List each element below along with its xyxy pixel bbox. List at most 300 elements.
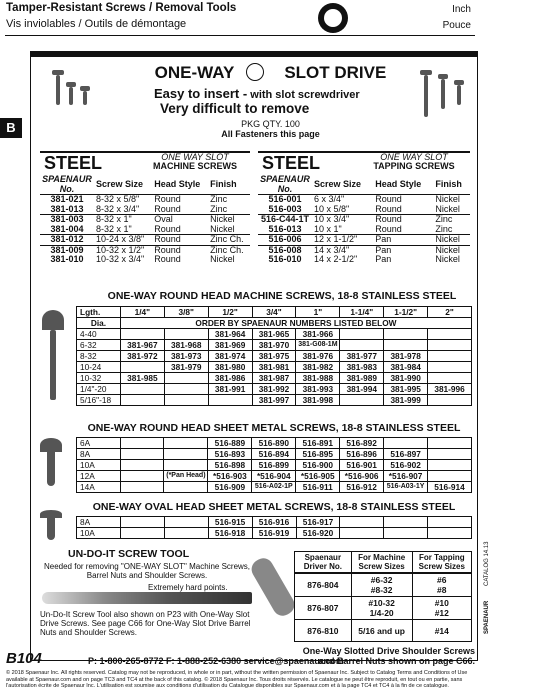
one-way-slot-icon [246, 63, 264, 81]
part-number: 381-991 [208, 384, 252, 395]
machine-subheading [140, 153, 250, 171]
table-row [77, 351, 472, 362]
size-cell: 6A [77, 438, 121, 449]
column-header: For Tapping Screw Sizes [412, 552, 471, 574]
steel-tapping-heading: STEEL [262, 153, 321, 173]
part-number: *516-905 [296, 471, 340, 482]
part-number: 516-897 [384, 449, 428, 460]
column-header: Head Style [152, 175, 208, 195]
part-number: 516-920 [296, 528, 340, 539]
machine-sub1: ONE WAY SLOT [161, 152, 229, 162]
part-number: 516-898 [208, 460, 252, 471]
column-header: Head Style [373, 175, 433, 195]
part-number: 381-004 [50, 223, 84, 234]
part-number: 516-A02-1P [252, 482, 296, 493]
part-number [164, 528, 208, 539]
oval-screw-grid [76, 516, 472, 539]
part-number: 381-996 [428, 384, 472, 395]
table-cell: Zinc Ch. [208, 235, 250, 246]
part-number: 516-894 [252, 449, 296, 460]
column-header: SPAENAUR No. [258, 175, 312, 195]
table-cell: 10-32 x 1/2" [94, 245, 152, 255]
table-row [77, 471, 472, 482]
table-cell: Pan [373, 235, 433, 246]
pkg-qty: PKG QTY. 100 [241, 119, 300, 129]
size-cell: #10 #12 [412, 597, 471, 620]
table-cell: Nickel [433, 245, 470, 255]
length-header: 2" [428, 307, 472, 318]
unit-pouce: Pouce [442, 20, 471, 31]
table-cell: Zinc [210, 203, 228, 214]
screw-image [457, 85, 461, 105]
table-row [258, 195, 470, 205]
part-number: 381-967 [120, 340, 164, 351]
table-cell: Zinc [210, 194, 228, 204]
part-number [120, 438, 164, 449]
table-cell: 8-32 x 5/8" [96, 194, 140, 204]
part-number: 516-892 [340, 438, 384, 449]
table-row [258, 255, 470, 265]
part-number: 381-983 [340, 362, 384, 373]
screwdriver-icon [42, 592, 252, 604]
part-number: 381-985 [120, 373, 164, 384]
steel-machine-heading: STEEL [44, 153, 103, 173]
size-cell: 10-32 [77, 373, 121, 384]
round-head-screw-image [50, 330, 56, 400]
part-number [384, 329, 428, 340]
steel-machine-table [40, 175, 250, 265]
part-number [340, 517, 384, 528]
round-head-screw-image [42, 310, 64, 330]
all-fasteners-note: All Fasteners this page [221, 129, 320, 139]
length-header: 3/8" [164, 307, 208, 318]
part-number [120, 362, 164, 373]
part-number [428, 351, 472, 362]
spaenaur-side-logo: SPAENAUR [484, 600, 490, 634]
easy-insert-text [154, 86, 360, 101]
part-number: 516-006 [258, 235, 312, 246]
part-number: 381-012 [40, 235, 94, 246]
part-number: 516-912 [340, 482, 384, 493]
part-number [428, 329, 472, 340]
part-number: 381-974 [208, 351, 252, 362]
part-number [120, 329, 164, 340]
hero-title-right: SLOT DRIVE [284, 63, 387, 82]
part-number: 381-999 [384, 395, 428, 406]
part-number: 516-919 [252, 528, 296, 539]
steel-tapping-table [258, 175, 470, 265]
part-number [120, 384, 164, 395]
part-number: 381-995 [384, 384, 428, 395]
part-number [428, 362, 472, 373]
column-header: Screw Size [94, 175, 152, 195]
part-number: 381-988 [296, 373, 340, 384]
part-number: 381-970 [252, 340, 296, 351]
table-row [40, 225, 250, 235]
part-number [428, 517, 472, 528]
grid-order-row [77, 318, 472, 329]
table-row [77, 517, 472, 528]
part-number [340, 329, 384, 340]
part-number [384, 517, 428, 528]
part-number: 516-010 [268, 254, 302, 264]
part-number [120, 395, 164, 406]
size-cell: 5/16"-18 [77, 395, 121, 406]
table-cell: 14 x 3/4" [312, 245, 373, 255]
column-header: SPAENAUR No. [40, 175, 94, 195]
table-cell: Round [152, 245, 208, 255]
table-cell: 10 x 5/8" [314, 203, 350, 214]
table-cell: Round [152, 235, 208, 246]
table-row [258, 225, 470, 235]
part-number [340, 340, 384, 351]
part-number [208, 395, 252, 406]
table-cell: 10 x 3/4" [312, 215, 373, 225]
table-row [40, 235, 250, 246]
part-number: 516-909 [208, 482, 252, 493]
part-number [164, 438, 208, 449]
size-cell: #10-32 1/4-20 [351, 597, 412, 620]
length-header: 1/2" [208, 307, 252, 318]
size-cell: 4-40 [77, 329, 121, 340]
table-cell: Zinc [433, 215, 470, 225]
size-cell: 12A [77, 471, 121, 482]
sheet-screw-image [47, 452, 55, 486]
part-number: *516-904 [252, 471, 296, 482]
hero-title-left: ONE-WAY [154, 63, 235, 82]
part-number [164, 517, 208, 528]
part-number: 381-987 [252, 373, 296, 384]
sheet-grid-title: ONE-WAY ROUND HEAD SHEET METAL SCREWS, 18-8 STAINLESS STEEL [87, 422, 461, 434]
page-number: B104 [6, 650, 42, 667]
page-header-subtitle: Vis inviolables / Outils de démontage [6, 18, 187, 30]
table-row [258, 235, 470, 246]
part-number: 516-001 [268, 194, 302, 204]
table-row [258, 205, 470, 215]
part-number: 381-989 [340, 373, 384, 384]
part-number [164, 482, 208, 493]
table-cell: Nickel [433, 235, 470, 246]
part-number: 516-918 [208, 528, 252, 539]
part-number: 381-966 [296, 329, 340, 340]
table-row [77, 340, 472, 351]
driver-number: 876-810 [295, 620, 352, 642]
table-cell: Round [373, 215, 433, 225]
part-number: 381-972 [120, 351, 164, 362]
part-number: *516-907 [384, 471, 428, 482]
part-number [384, 528, 428, 539]
part-number: 381-964 [208, 329, 252, 340]
header-divider [5, 35, 475, 36]
part-number: 516-901 [340, 460, 384, 471]
tapping-sub1: ONE WAY SLOT [380, 152, 448, 162]
part-number [120, 482, 164, 493]
part-number: 516-889 [208, 438, 252, 449]
part-number [428, 373, 472, 384]
part-number: 381-980 [208, 362, 252, 373]
part-number [164, 384, 208, 395]
column-header: Finish [433, 175, 470, 195]
part-number: 381-993 [296, 384, 340, 395]
screw-image [69, 87, 73, 105]
table-row [258, 215, 470, 225]
table-row [295, 620, 472, 642]
part-number [120, 449, 164, 460]
undo-tool-points: Extremely hard points. [148, 583, 228, 592]
size-cell: 8A [77, 517, 121, 528]
table-cell: 8-32 x 3/4" [96, 203, 140, 214]
table-row [40, 215, 250, 225]
part-number: 381-976 [296, 351, 340, 362]
tapping-subheading [358, 153, 470, 171]
easy-rest: with slot screwdriver [247, 89, 360, 101]
part-number: 516-900 [296, 460, 340, 471]
part-number: 381-981 [252, 362, 296, 373]
part-number: 381-997 [252, 395, 296, 406]
contact-line[interactable]: P: 1-800-265-8772 F: 1-888-252-6380 service@spaenaur.com [88, 656, 344, 666]
table-cell: 10-32 x 3/4" [96, 254, 145, 264]
table-row [40, 195, 250, 205]
part-number: 516-893 [208, 449, 252, 460]
part-number [428, 528, 472, 539]
part-number: 381-977 [340, 351, 384, 362]
size-cell: 10-24 [77, 362, 121, 373]
part-number [428, 460, 472, 471]
undo-tool-title: UN-DO-IT SCREW TOOL [68, 548, 190, 560]
size-cell: 14A [77, 482, 121, 493]
hero-title [0, 63, 541, 83]
part-number [428, 438, 472, 449]
table-row [77, 395, 472, 406]
part-number: *516-906 [340, 471, 384, 482]
table-row [77, 362, 472, 373]
table-cell: Round [375, 203, 402, 214]
catalog-code: CATALOG 14.13 [484, 541, 490, 586]
hard-remove-text: Very difficult to remove [160, 101, 310, 116]
part-number: 381-975 [252, 351, 296, 362]
footer-note-2: and Barrel Nuts shown on page C66. [318, 656, 475, 666]
part-number: 381-965 [252, 329, 296, 340]
part-number [120, 460, 164, 471]
table-row [77, 438, 472, 449]
size-cell: 8-32 [77, 351, 121, 362]
table-row [40, 205, 250, 215]
part-number: 516-890 [252, 438, 296, 449]
part-number: (*Pan Head) [164, 471, 208, 482]
machine-grid-title: ONE-WAY ROUND HEAD MACHINE SCREWS, 18-8 STAINLESS STEEL [107, 290, 457, 302]
table-row [77, 482, 472, 493]
size-cell: 8A [77, 449, 121, 460]
part-number: 381-013 [50, 203, 84, 214]
screw-image [83, 91, 87, 105]
footer-note-1: One-Way Slotted Drive Shoulder Screws [302, 646, 475, 656]
table-cell: Round [154, 223, 181, 234]
part-number [120, 471, 164, 482]
part-number [428, 395, 472, 406]
part-number [164, 373, 208, 384]
part-number: 381-968 [164, 340, 208, 351]
table-cell: Nickel [210, 254, 235, 264]
part-number [120, 528, 164, 539]
table-cell: Nickel [435, 203, 460, 214]
machine-screw-grid [76, 306, 472, 406]
table-row [77, 384, 472, 395]
part-number [164, 449, 208, 460]
part-number: 516-899 [252, 460, 296, 471]
table-cell: 12 x 1-1/2" [312, 235, 373, 246]
length-label: Lgth. [77, 307, 121, 318]
page-header-title: Tamper-Resistant Screws / Removal Tools [6, 2, 237, 14]
sheet-screw-image [40, 438, 62, 452]
table-cell: Nickel [208, 215, 250, 225]
part-number: 516-008 [258, 245, 312, 255]
table-cell: Zinc [435, 223, 453, 234]
part-number: 381-994 [340, 384, 384, 395]
part-number: 381-998 [296, 395, 340, 406]
length-header: 1-1/4" [340, 307, 384, 318]
column-header: Finish [208, 175, 250, 195]
part-number [384, 340, 428, 351]
table-row [77, 329, 472, 340]
part-number [340, 528, 384, 539]
part-number: 516-896 [340, 449, 384, 460]
table-cell: 8-32 x 1" [94, 215, 152, 225]
driver-table [294, 551, 472, 642]
frame-top-bar [30, 51, 478, 57]
section-tab-b[interactable]: B [0, 118, 22, 138]
table-row [77, 373, 472, 384]
part-number: *516-903 [208, 471, 252, 482]
table-row [77, 460, 472, 471]
column-header: Spaenaur Driver No. [295, 552, 352, 574]
size-cell: 5/16 and up [351, 620, 412, 642]
part-number: 516-013 [268, 223, 302, 234]
brand-logo-icon [318, 3, 348, 33]
footer-note [303, 646, 475, 666]
part-number: 381-003 [40, 215, 94, 225]
size-cell: 1/4"-20 [77, 384, 121, 395]
part-number: 381-990 [384, 373, 428, 384]
driver-number: 876-804 [295, 573, 352, 597]
part-number: 516-914 [428, 482, 472, 493]
part-number [340, 395, 384, 406]
size-cell: #6-32 #8-32 [351, 573, 412, 597]
part-number: 381-982 [296, 362, 340, 373]
order-by-note: ORDER BY SPAENAUR NUMBERS LISTED BELOW [120, 318, 471, 329]
table-cell: 6 x 3/4" [314, 194, 345, 204]
length-header: 3/4" [252, 307, 296, 318]
table-row [77, 528, 472, 539]
length-header: 1" [296, 307, 340, 318]
oval-grid-title: ONE-WAY OVAL HEAD SHEET METAL SCREWS, 18-8 STAINLESS STEEL [92, 501, 456, 513]
machine-sub2: MACHINE SCREWS [152, 161, 237, 171]
table-cell: Round [154, 254, 181, 264]
column-header: Screw Size [312, 175, 373, 195]
part-number [428, 471, 472, 482]
part-number [164, 395, 208, 406]
dia-label: Dia. [77, 318, 121, 329]
table-cell: Round [375, 194, 402, 204]
table-cell: 10-24 x 3/8" [94, 235, 152, 246]
column-header: For Machine Screw Sizes [351, 552, 412, 574]
tapping-sub2: TAPPING SCREWS [373, 161, 455, 171]
table-cell: Oval [152, 215, 208, 225]
table-cell: Round [154, 194, 181, 204]
table-row [40, 255, 250, 265]
part-number: 381-984 [384, 362, 428, 373]
part-number [164, 329, 208, 340]
part-number: 516-C44-1T [258, 215, 312, 225]
grid-header-row [77, 307, 472, 318]
table-row [77, 449, 472, 460]
table-cell: Zinc Ch. [208, 245, 250, 255]
length-header: 1/4" [120, 307, 164, 318]
table-row [295, 573, 472, 597]
easy-bold: Easy to insert - [154, 86, 248, 101]
size-cell: 10A [77, 460, 121, 471]
table-cell: Nickel [210, 223, 235, 234]
part-number: 381-009 [40, 245, 94, 255]
part-number [120, 517, 164, 528]
part-number: 381-986 [208, 373, 252, 384]
part-number: 516-003 [268, 203, 302, 214]
undo-tool-desc: Needed for removing "ONE-WAY SLOT" Machine Screws, Barrel Nuts and Shoulder Screws. [43, 562, 251, 580]
size-cell: 6-32 [77, 340, 121, 351]
table-cell: Round [375, 223, 402, 234]
part-number: 381-969 [208, 340, 252, 351]
size-cell: 10A [77, 528, 121, 539]
oval-screw-image [40, 510, 62, 518]
sheet-screw-grid [76, 437, 472, 493]
part-number [164, 460, 208, 471]
size-cell: #14 [412, 620, 471, 642]
part-number: 381-978 [384, 351, 428, 362]
oval-screw-image [47, 518, 55, 540]
part-number [428, 449, 472, 460]
table-row [295, 597, 472, 620]
copyright-fine-print: © 2018 Spaenaur Inc. All rights reserved. Catalog may not be reproduced, in whole or in part, without the written permission of Spaenaur Inc. Subject to Catalog Terms and Conditions of Use available at Spaenaur.com and on page TC3 and TC4 at the back of this catalog. © 2018 Spaenaur Inc. Tous droits réservés. Le catalogue ne peut être reproduit, en tout ou en partie, sans l'autorisation écrite de Spaenaur Inc. L'utilisation est soumise aux conditions d'utilisation du Catalogue disponibles sur Spaenaur.com et à la page TC4 et TC4 à la fin de ce catalogue. [6, 670, 468, 689]
part-number: 516-891 [296, 438, 340, 449]
table-cell: 14 x 2-1/2" [314, 254, 358, 264]
table-cell: Round [154, 203, 181, 214]
part-number: 516-902 [384, 460, 428, 471]
table-cell: Nickel [435, 254, 460, 264]
table-cell: Pan [373, 245, 433, 255]
part-number: 516-895 [296, 449, 340, 460]
part-number: 516-916 [252, 517, 296, 528]
part-number: 516-A03-1Y [384, 482, 428, 493]
table-cell: 10 x 1" [314, 223, 342, 234]
table-cell: Pan [375, 254, 392, 264]
size-cell: #6 #8 [412, 573, 471, 597]
part-number: 516-915 [208, 517, 252, 528]
driver-number: 876-807 [295, 597, 352, 620]
part-number [384, 438, 428, 449]
part-number: 381-010 [50, 254, 84, 264]
part-number: 516-911 [296, 482, 340, 493]
part-number: 381-992 [252, 384, 296, 395]
part-number: 516-917 [296, 517, 340, 528]
part-number: 381-973 [164, 351, 208, 362]
part-number: 381-979 [164, 362, 208, 373]
part-number [428, 340, 472, 351]
part-number: 381-G08-1M [296, 340, 340, 351]
undo-tool-note: Un-Do-It Screw Tool also shown on P23 with One-Way Slot Drive Screws. See page C66 for One-Way Slot Drive Barrel Nuts and Shoulder Screws. [40, 610, 251, 637]
table-cell: Nickel [435, 194, 460, 204]
length-header: 1-1/2" [384, 307, 428, 318]
part-number: 381-021 [50, 194, 84, 204]
screw-image [441, 79, 445, 109]
